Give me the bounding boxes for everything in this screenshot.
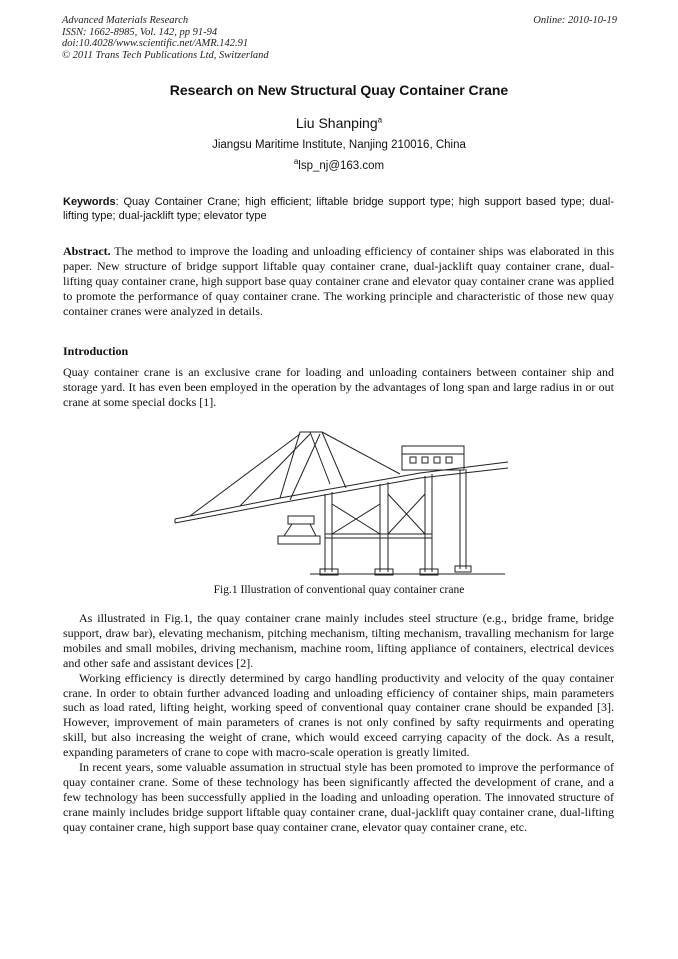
keywords [63, 195, 614, 223]
introduction-heading: Introduction [63, 344, 129, 358]
abstract-label: Abstract. [63, 244, 111, 258]
body-paragraph: In recent years, some valuable assumation in structual style has been promoted to improve the performance of quay container crane. Some of these technology has been significantly affected the development of crane, and a few technology has been successfully applied in the loading and unloading operation. The innovated structure of crane mainly includes bridge support liftable quay container crane, dual-jacklift quay container crane, dual-lifting quay container crane, high support base quay container crane, elevator quay container crane, etc. [63, 760, 614, 834]
keywords-text: : Quay Container Crane; high efficient; liftable bridge support type; high support based type; dual-lifting type; dual-jacklift type; elevator type [63, 196, 614, 222]
forestay [190, 434, 300, 516]
crane-illustration [170, 424, 510, 584]
email-superscript: a [293, 157, 299, 167]
author-email [0, 157, 678, 172]
online-date: Online: 2010-10-19 [533, 15, 617, 26]
paper-title: Research on New Structural Quay Container Crane [169, 82, 509, 98]
author-superscript: a [377, 115, 383, 125]
journal-issn: ISSN: 1662-8985, Vol. 142, pp 91-94 [62, 26, 218, 38]
journal-name: Advanced Materials Research [62, 15, 189, 26]
machine-room [402, 446, 464, 470]
email-address: lsp_nj@163.com [298, 160, 385, 172]
affiliation: Jiangsu Maritime Institute, Nanjing 210016, China [212, 139, 466, 151]
introduction-paragraph: Quay container crane is an exclusive crane for loading and unloading containers between container ship and storage yard. It has even been employed in the operation by the advantages of long span and large radius in or out crane at some special docks [1]. [63, 365, 614, 409]
body-text [63, 611, 614, 835]
journal-doi: doi:10.4028/www.scientific.net/AMR.142.91 [62, 38, 249, 49]
introduction-section [63, 365, 614, 410]
abstract-text: The method to improve the loading and unloading efficiency of container ships was elaborated in this paper. New structure of bridge support liftable quay container crane, dual-jacklift quay container crane, dual-lifting quay container crane, high support base quay container crane and elevator quay container crane was applied to promote the performance of quay container crane. The working principle and characteristic of those new quay container cranes were analyzed in details. [63, 244, 614, 318]
abstract [63, 244, 614, 319]
author [0, 115, 678, 131]
body-paragraph: As illustrated in Fig.1, the quay container crane mainly includes steel structure (e.g., bridge frame, bridge support, draw bar), elevating mechanism, pitching mechanism, tilting mechanism, travalling mechanism for large mobiles and small mobiles, driving mechanism, machine room, lifting appliance of containers, electrical devices and other safe and assistant devices [2]. [63, 611, 614, 670]
spreader [278, 536, 320, 544]
body-paragraph: Working efficiency is directly determined by cargo handling productivity and velocity of the quay container crane. In order to obtain further advanced loading and unloading efficiency of container ships, main parameters such as load rated, lifting height, working speed of conventional quay container crane should be expanded [3]. However, improvement of main parameters of cranes is not only confined by safty requirments and operating skill, but also increasing the weight of crane, which would exceed carrying capacity of the dock. As a result, expanding parameters of crane to cope with macro-scale operation is greatly limited. [63, 670, 614, 760]
figure-caption: Fig.1 Illustration of conventional quay container crane [213, 584, 465, 596]
journal-header [62, 15, 617, 61]
author-name: Liu Shanping [295, 115, 378, 131]
keywords-label: Keywords [63, 196, 116, 208]
trolley [288, 516, 314, 524]
journal-copyright: © 2011 Trans Tech Publications Ltd, Switzerland [62, 49, 269, 61]
